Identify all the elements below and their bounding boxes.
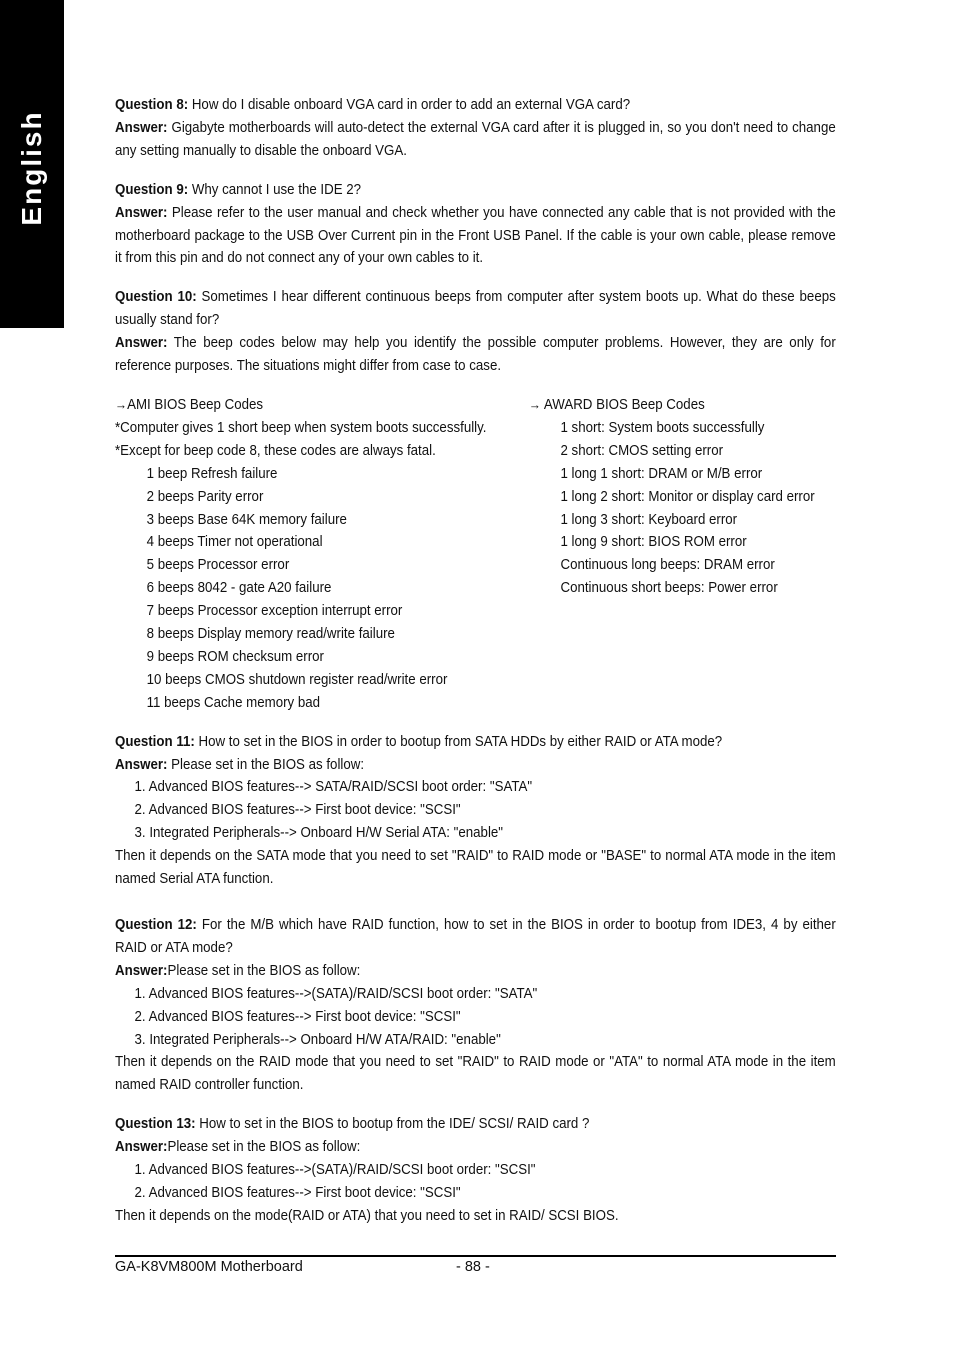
- arrow-right-icon: →: [115, 396, 128, 412]
- ami-beep-title-text: AMI BIOS Beep Codes: [127, 396, 264, 413]
- question-line: [115, 914, 836, 960]
- bios-steps-list: [115, 1159, 836, 1205]
- answer-text: Please set in the BIOS as follow:: [167, 756, 365, 773]
- question-text: Why cannot I use the IDE 2?: [188, 181, 362, 198]
- faq-content: [115, 94, 836, 1244]
- faq-question-8: [115, 94, 836, 163]
- ami-note: *Computer gives 1 short beep when system boots successfully.: [115, 419, 487, 436]
- award-code-item: 1 long 9 short: BIOS ROM error: [560, 534, 747, 551]
- ami-code-item: 4 beeps Timer not operational: [146, 534, 323, 551]
- answer-text: Please set in the BIOS as follow:: [167, 962, 361, 979]
- question-line: [115, 286, 836, 332]
- ami-code-item: 2 beeps Parity error: [146, 488, 264, 505]
- beep-codes-columns: [115, 394, 836, 715]
- faq-question-10: [115, 286, 836, 378]
- award-code-item: Continuous short beeps: Power error: [560, 580, 778, 597]
- answer-label: Answer:: [115, 962, 168, 979]
- answer-followup: Then it depends on the mode(RAID or ATA) that you need to set in RAID/ SCSI BIOS.: [115, 1207, 619, 1224]
- question-text: How to set in the BIOS to bootup from the IDE/ SCSI/ RAID card ?: [195, 1116, 590, 1133]
- answer-line: [115, 754, 836, 777]
- bios-step: 2. Advanced BIOS features--> First boot device: "SCSI": [134, 802, 461, 819]
- question-label: Question 9:: [115, 181, 189, 198]
- question-label: Question 13:: [115, 1116, 196, 1133]
- answer-line: [115, 332, 836, 378]
- bios-step: 2. Advanced BIOS features--> First boot device: "SCSI": [134, 1008, 461, 1025]
- answer-followup: Then it depends on the SATA mode that you need to set "RAID" to RAID mode or "BASE" to normal ATA mode in the item named Serial ATA function.: [115, 848, 836, 888]
- question-label: Question 8:: [115, 97, 189, 113]
- question-line: [115, 731, 836, 754]
- award-beep-title-text: AWARD BIOS Beep Codes: [540, 396, 705, 413]
- answer-label: Answer:: [115, 756, 168, 773]
- bios-step: 2. Advanced BIOS features--> First boot device: "SCSI": [134, 1184, 461, 1201]
- award-code-list: [529, 417, 836, 600]
- award-code-item: 1 short: System boots successfully: [560, 419, 765, 436]
- answer-followup: Then it depends on the RAID mode that you need to set "RAID" to RAID mode or "ATA" to normal ATA mode in the item named RAID controller function.: [115, 1054, 836, 1094]
- bios-step: 1. Advanced BIOS features-->(SATA)/RAID/SCSI boot order: "SATA": [134, 985, 538, 1002]
- award-code-item: Continuous long beeps: DRAM error: [560, 557, 775, 574]
- answer-label: Answer:: [115, 119, 168, 136]
- question-text: How to set in the BIOS in order to bootup from SATA HDDs by either RAID or ATA mode?: [194, 733, 723, 750]
- answer-line: [115, 202, 836, 271]
- ami-code-item: 7 beeps Processor exception interrupt error: [146, 603, 403, 620]
- ami-code-item: 10 beeps CMOS shutdown register read/write error: [146, 671, 448, 688]
- faq-question-9: [115, 179, 836, 271]
- award-code-item: 1 long 1 short: DRAM or M/B error: [560, 465, 763, 482]
- question-line: [115, 179, 836, 202]
- language-label: English: [16, 110, 47, 226]
- ami-note: *Except for beep code 8, these codes are always fatal.: [115, 442, 436, 459]
- question-line: [115, 1113, 836, 1136]
- ami-beep-codes: [115, 394, 529, 715]
- faq-question-12: [115, 914, 836, 1097]
- answer-label: Answer:: [115, 204, 168, 221]
- footer-model-name: GA-K8VM800M Motherboard: [115, 1259, 303, 1275]
- ami-code-list: [115, 463, 529, 715]
- answer-text: The beep codes below may help you identify the possible computer problems. However, they are only for reference purposes. The situations might differ from case to case.: [115, 335, 836, 375]
- ami-code-item: 5 beeps Processor error: [146, 557, 290, 574]
- question-label: Question 11:: [115, 733, 195, 750]
- question-text: For the M/B which have RAID function, how to set in the BIOS in order to bootup from IDE3, 4 by either RAID or ATA mode?: [115, 917, 836, 956]
- question-label: Question 12:: [115, 917, 197, 933]
- ami-code-item: 11 beeps Cache memory bad: [146, 694, 321, 711]
- arrow-right-icon: →: [528, 396, 541, 412]
- bios-step: 3. Integrated Peripherals--> Onboard H/W ATA/RAID: "enable": [134, 1031, 501, 1048]
- award-beep-title: [529, 394, 836, 417]
- award-code-item: 1 long 3 short: Keyboard error: [560, 511, 738, 528]
- bios-steps-list: [115, 983, 836, 1052]
- faq-question-13: [115, 1113, 836, 1228]
- answer-text: Please set in the BIOS as follow:: [167, 1139, 361, 1156]
- ami-code-item: 6 beeps 8042 - gate A20 failure: [146, 580, 332, 597]
- ami-code-item: 1 beep Refresh failure: [146, 465, 278, 482]
- answer-line: [115, 117, 836, 163]
- award-beep-codes: [529, 394, 836, 715]
- ami-code-item: 9 beeps ROM checksum error: [146, 648, 324, 665]
- bios-step: 1. Advanced BIOS features-->(SATA)/RAID/SCSI boot order: "SCSI": [134, 1162, 536, 1179]
- question-text: Sometimes I hear different continuous beeps from computer after system boots up. What do these beeps usually stand for?: [115, 289, 836, 329]
- question-line: [115, 94, 836, 117]
- footer-page-number: - 88 -: [456, 1259, 490, 1275]
- award-code-item: 1 long 2 short: Monitor or display card error: [560, 488, 815, 505]
- answer-label: Answer:: [115, 1139, 168, 1156]
- language-side-tab: [0, 0, 64, 328]
- ami-code-item: 8 beeps Display memory read/write failure: [146, 626, 395, 643]
- question-text: How do I disable onboard VGA card in order to add an external VGA card?: [188, 97, 631, 113]
- answer-label: Answer:: [115, 335, 168, 352]
- bios-step: 3. Integrated Peripherals--> Onboard H/W Serial ATA: "enable": [134, 825, 504, 842]
- answer-line: [115, 960, 836, 983]
- ami-code-item: 3 beeps Base 64K memory failure: [146, 511, 347, 528]
- bios-steps-list: [115, 776, 836, 845]
- bios-step: 1. Advanced BIOS features--> SATA/RAID/SCSI boot order: "SATA": [134, 779, 533, 796]
- ami-beep-title: [115, 394, 529, 417]
- award-code-item: 2 short: CMOS setting error: [560, 442, 724, 459]
- answer-text: Gigabyte motherboards will auto-detect the external VGA card after it is plugged in, so you don't need to change any setting manually to disable the onboard VGA.: [115, 119, 836, 159]
- faq-question-11: [115, 731, 836, 891]
- answer-text: Please refer to the user manual and check whether you have connected any cable that is not provided with the motherboard package to the USB Over Current pin in the Front USB Panel. If the cable is your own cable, please remove it from this pin and do not connect any of your own cables to it.: [115, 204, 836, 267]
- question-label: Question 10:: [115, 289, 197, 306]
- answer-line: [115, 1136, 836, 1159]
